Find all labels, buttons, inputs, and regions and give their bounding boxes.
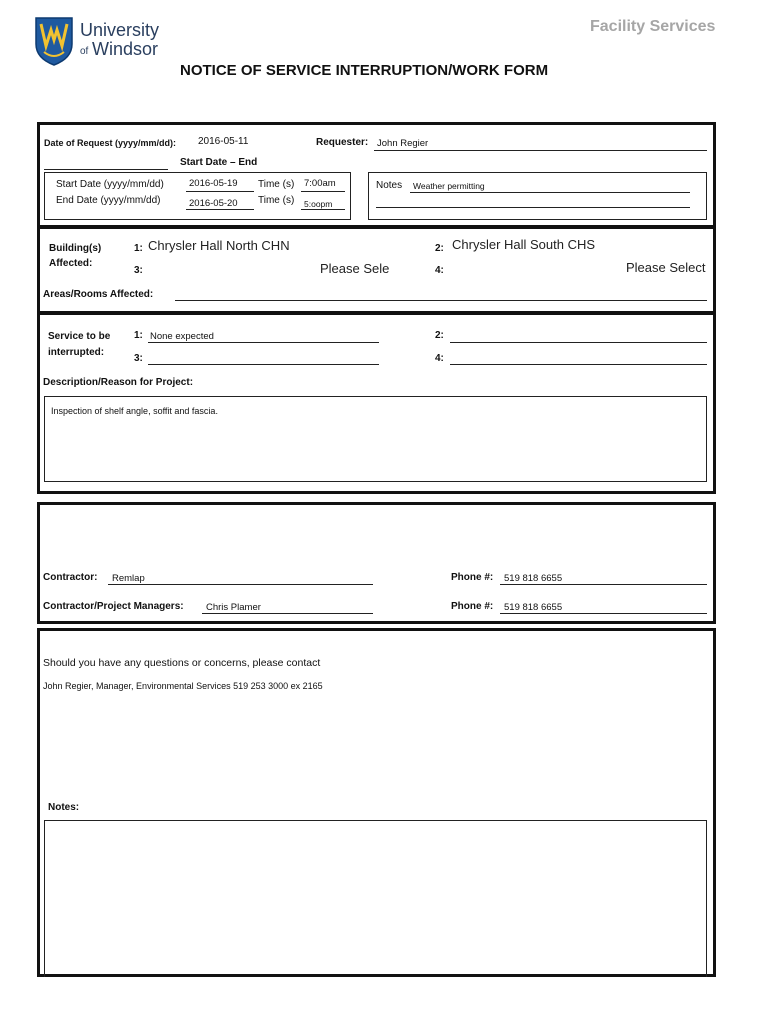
department-name: Facility Services	[590, 18, 716, 35]
phone-underline-2	[500, 613, 707, 614]
start-end-heading: Start Date – End	[180, 157, 258, 168]
notes-underline-1	[410, 192, 690, 193]
end-date-value[interactable]: 2016-05-20	[189, 198, 238, 209]
building-select-2[interactable]: Chrysler Hall South CHS	[452, 237, 596, 252]
service-num-1: 1:	[134, 330, 143, 341]
form-title: NOTICE OF SERVICE INTERRUPTION/WORK FORM	[180, 62, 549, 79]
notes-heading: Notes:	[48, 802, 80, 813]
end-date-underline	[186, 209, 254, 210]
end-time-underline	[301, 209, 345, 210]
managers-value[interactable]: Chris Plamer	[206, 602, 261, 613]
requester-label: Requester:	[316, 137, 369, 148]
start-time-underline	[301, 191, 345, 192]
start-date-label: Start Date (yyyy/mm/dd)	[56, 179, 164, 190]
service-label-2: interrupted:	[48, 347, 105, 358]
notes-box	[368, 172, 707, 220]
logo-of: of	[80, 46, 89, 57]
building-select-1[interactable]: Chrysler Hall North CHN	[148, 238, 290, 253]
contractor-label: Contractor:	[43, 572, 98, 583]
contractor-value[interactable]: Remlap	[112, 573, 145, 584]
date-of-request-value[interactable]: 2016-05-11	[198, 136, 249, 147]
description-label: Description/Reason for Project:	[43, 377, 194, 388]
building-num-2: 2:	[435, 243, 444, 254]
start-time-label: Time (s)	[258, 179, 295, 190]
contact-line-1: Should you have any questions or concerns, please contact	[43, 657, 321, 669]
end-time-value[interactable]: 5:oopm	[304, 199, 333, 209]
start-time-value[interactable]: 7:00am	[304, 178, 336, 189]
university-logo	[34, 16, 184, 68]
service-num-4: 4:	[435, 353, 444, 364]
logo-university: University	[80, 20, 160, 40]
notes-value[interactable]: Weather permitting	[413, 181, 485, 191]
requester-value[interactable]: John Regier	[377, 138, 429, 149]
date-of-request-label: Date of Request (yyyy/mm/dd):	[44, 138, 177, 148]
phone-value-1[interactable]: 519 818 6655	[504, 573, 563, 584]
shield-icon	[34, 16, 74, 66]
phone-label-1: Phone #:	[451, 572, 494, 583]
contact-line-2: John Regier, Manager, Environmental Services 519 253 3000 ex 2165	[43, 681, 323, 691]
service-underline-1	[148, 342, 379, 343]
requester-underline	[374, 150, 707, 151]
service-underline-2[interactable]	[450, 342, 707, 343]
logo-windsor: Windsor	[92, 39, 159, 59]
end-time-label: Time (s)	[258, 195, 295, 206]
start-date-value[interactable]: 2016-05-19	[189, 178, 238, 189]
building-num-4: 4:	[435, 265, 444, 276]
building-select-3-text: Please Sele	[320, 261, 390, 276]
end-date-label: End Date (yyyy/mm/dd)	[56, 195, 161, 206]
phone-underline-1	[500, 584, 707, 585]
notes-label: Notes	[376, 180, 403, 191]
service-label-1: Service to be	[48, 331, 111, 342]
buildings-label-2: Affected:	[49, 258, 93, 269]
building-select-3[interactable]	[320, 260, 393, 278]
building-num-1: 1:	[134, 243, 143, 254]
service-num-2: 2:	[435, 330, 444, 341]
areas-label: Areas/Rooms Affected:	[43, 289, 154, 300]
notes-underline-2	[376, 207, 690, 208]
start-date-underline	[186, 191, 254, 192]
service-underline-4[interactable]	[450, 364, 707, 365]
service-num-3: 3:	[134, 353, 143, 364]
buildings-label-1: Building(s)	[49, 243, 102, 254]
managers-label: Contractor/Project Managers:	[43, 601, 184, 612]
service-value-1[interactable]: None expected	[150, 331, 214, 342]
managers-underline	[202, 613, 373, 614]
service-underline-3[interactable]	[148, 364, 379, 365]
building-select-4[interactable]: Please Select	[626, 260, 706, 275]
phone-value-2[interactable]: 519 818 6655	[504, 602, 563, 613]
notes-textarea[interactable]	[44, 820, 707, 977]
areas-underline[interactable]	[175, 300, 707, 301]
phone-label-2: Phone #:	[451, 601, 494, 612]
building-num-3: 3:	[134, 265, 143, 276]
start-end-underline	[44, 169, 168, 170]
description-value: Inspection of shelf angle, soffit and fascia.	[51, 406, 218, 416]
contractor-underline	[108, 584, 373, 585]
